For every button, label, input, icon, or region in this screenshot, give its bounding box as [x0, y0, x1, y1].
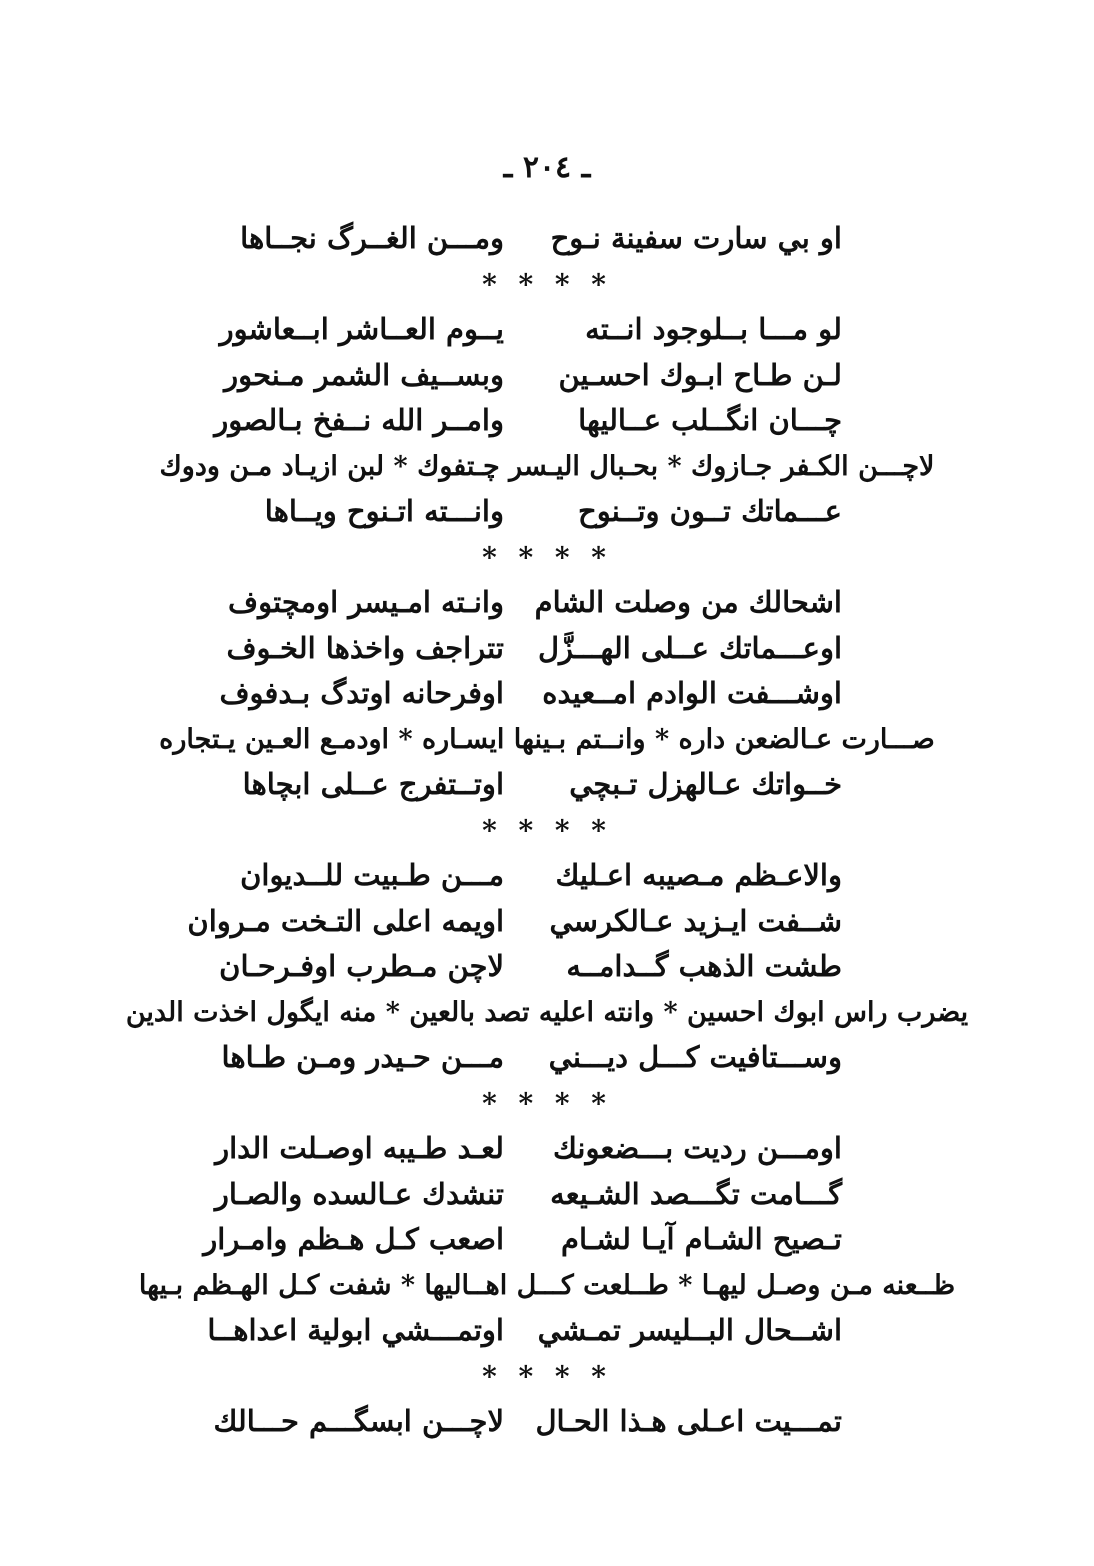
second-hemistich: اوتمـــشي ابولية اعداهــا [207, 1313, 504, 1347]
verse-couplet [0, 1217, 1094, 1263]
second-hemistich: وانـته امـيسر اومچتوف [228, 585, 504, 619]
second-hemistich: ومـــن الغــرگ نجــاها [240, 221, 504, 255]
poem-body [0, 216, 1094, 1445]
stanza-separator: * * * * [482, 813, 612, 847]
second-hemistich: اصعب كـل هـظم وامـرار [203, 1222, 504, 1256]
verse-couplet [0, 580, 1094, 626]
stanza-separator: * * * * [482, 1086, 612, 1120]
first-hemistich: تـصيح الشـام آيـا لشـام [561, 1222, 842, 1256]
verse-couplet [0, 489, 1094, 535]
verse-couplet [0, 1399, 1094, 1445]
second-hemistich: لعـد طـيبه اوصـلت الدار [215, 1131, 504, 1165]
verse-couplet [0, 353, 1094, 399]
stanza-separator: * * * * [482, 267, 612, 301]
first-hemistich: اشحالك من وصلت الشام [534, 585, 842, 619]
verse-couplet [0, 671, 1094, 717]
second-hemistich: لاچن مـطرب اوفـرحـان [219, 949, 504, 983]
first-hemistich: او بي سارت سفينة نـوح [550, 221, 842, 255]
stanza-separator: * * * * [482, 540, 612, 574]
refrain-line: صـــارت عـالضعن داره * وانــتم بـينها ايسـاره * اودمـع العـين يـتجاره [159, 723, 935, 755]
second-hemistich: اوفرحانه اوتدگ بـدفوف [219, 676, 504, 710]
first-hemistich: وســـتافيت كـــل ديـــني [548, 1040, 842, 1074]
verse-couplet [0, 1172, 1094, 1218]
verse-couplet [0, 1308, 1094, 1354]
second-hemistich: اويمه اعلى التـخت مـروان [187, 903, 504, 938]
verse-couplet [0, 762, 1094, 808]
first-hemistich: طشت الذهب گــدامــه [566, 949, 842, 983]
first-hemistich: گـــامت تگـــصد الشـيعه [550, 1176, 842, 1211]
verse-couplet [0, 944, 1094, 990]
second-hemistich: لاچـــن ابسگـــم حـــالك [213, 1404, 504, 1438]
second-hemistich: وبســيف الشمر مـنحور [224, 357, 504, 392]
verse-couplet [0, 899, 1094, 945]
refrain-line: ظــعنه مـن وصـل ليهـا * طــلعت كـــل اهــاليها * شفت كـل الهـظم بـيها [138, 1269, 956, 1301]
refrain-line: يضرب راس ابوك احسين * وانته اعليه تصد بالعين * منه ايگول اخذت الدين [125, 996, 969, 1028]
second-hemistich: وامــر الله نــفخ بـالصور [214, 403, 504, 437]
verse-couplet [0, 1035, 1094, 1081]
first-hemistich: اوشـــفت الوادم امــعيده [542, 676, 842, 710]
second-hemistich: وانـــته اتـنوح ويــاها [264, 494, 504, 528]
second-hemistich: تنشدك عـالسده والصـار [214, 1176, 504, 1211]
second-hemistich: يــوم العــاشر ابــعاشور [219, 312, 504, 346]
verse-couplet [0, 398, 1094, 444]
stanza-separator: * * * * [482, 1359, 612, 1393]
verse-couplet [0, 1126, 1094, 1172]
first-hemistich: شــفت ايـزيد عـالكرسي [549, 903, 842, 938]
first-hemistich: اشــحال البــليسر تمـشي [537, 1313, 842, 1347]
second-hemistich: مـــن طـبيت للــديوان [240, 858, 504, 892]
refrain-line: لاچـــن الكـفر جـازوك * بحـبال اليـسر چـتفوك * لبن ازيـاد مـن ودوك [159, 450, 935, 482]
verse-couplet [0, 626, 1094, 672]
page-number: ـ ٢٠٤ ـ [503, 150, 591, 185]
first-hemistich: تمـــيت اعـلى هـذا الحـال [535, 1404, 842, 1438]
first-hemistich: لو مـــا بــلوجود انــته [585, 312, 842, 346]
second-hemistich: اوتــتفرج عــلى ابچاها [242, 767, 504, 801]
second-hemistich: تتراجف واخذها الخـوف [226, 630, 504, 665]
first-hemistich: اوعـــماتك عــلى الهـــزَّل [537, 630, 842, 665]
first-hemistich: لـن طـاح ابـوك احسـين [558, 357, 842, 392]
first-hemistich: والاعـظم مـصيبه اعـليك [555, 858, 842, 892]
first-hemistich: خــواتك عـالهزل تـبچي [569, 767, 842, 801]
second-hemistich: مـــن حـيدر ومـن طـاها [221, 1040, 504, 1074]
verse-couplet [0, 216, 1094, 262]
verse-couplet [0, 307, 1094, 353]
first-hemistich: عـــماتك تــون وتــنوح [578, 494, 842, 528]
first-hemistich: چـــان انگــلب عــاليها [578, 403, 842, 437]
first-hemistich: اومـــن رديت بـــضعونك [552, 1131, 842, 1165]
verse-couplet [0, 853, 1094, 899]
